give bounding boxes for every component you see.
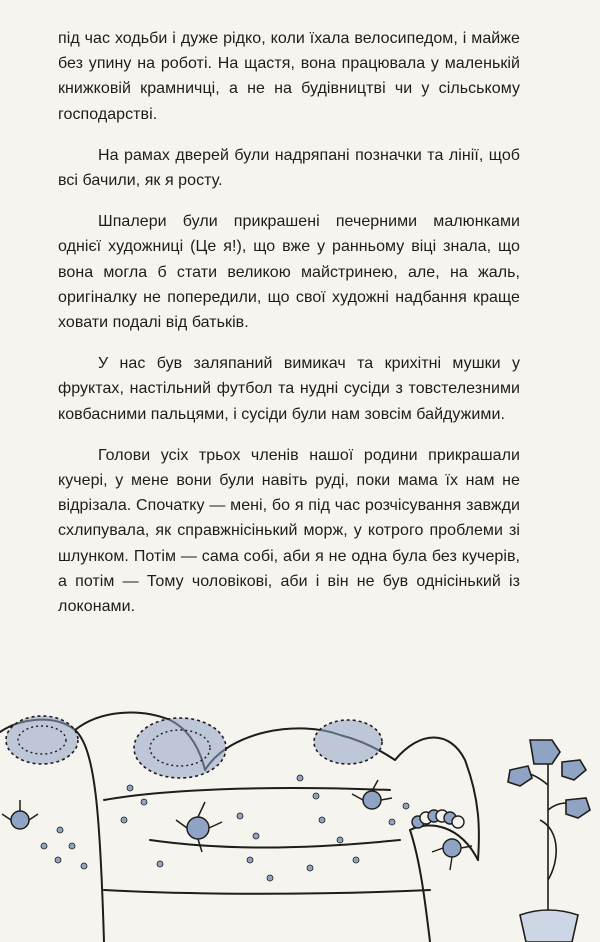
paragraph-1: під час ходьби і дуже рідко, коли їхала велосипедом, і майже без упину на роботі. На щастя, вона працювала у маленькій книжковій крамничці, а не на будівництві чи у сільському господарстві. (58, 30, 520, 123)
sofa-illustration (0, 690, 600, 942)
pattern-circle-2 (134, 718, 226, 778)
paragraph-5: Голови усіх трьох членів нашої родини прикрашали кучері, у мене вони були навіть руді, поки мама їх нам не відрізала. Спочатку — мені, бо я під час розчісування завжди схлипувала, як справжнісінький морж, у котрого проблеми зі шлунком. Потім — сама собі, аби я не одна була без кучерів, а потім — Тому чоловікові, аби і він не був однісінький із локонами. (58, 446, 520, 616)
pattern-circle-1 (6, 716, 78, 764)
potted-plant-icon (508, 740, 590, 942)
paragraph-4: У нас був заляпаний вимикач та крихітні мушки у фруктах, настільний футбол та нудні сусіди з товстелезними ковбасними пальцями, і сусіди були нам зовсім байдужими. (58, 355, 520, 423)
body-text (58, 26, 520, 635)
pattern-circle-3 (314, 720, 382, 764)
paragraph-3: Шпалери були прикрашені печерними малюнками однієї художниці (Це я!), що вже у ранньому віці знала, що вона могла б стати великою майстринею, але, на жаль, оригіналку не попередили, що свої художні надбання краще ховати подалі від батьків. (58, 213, 520, 332)
paragraph-2: На рамах дверей були надряпані позначки та лінії, щоб всі бачили, як я росту. (58, 146, 520, 190)
